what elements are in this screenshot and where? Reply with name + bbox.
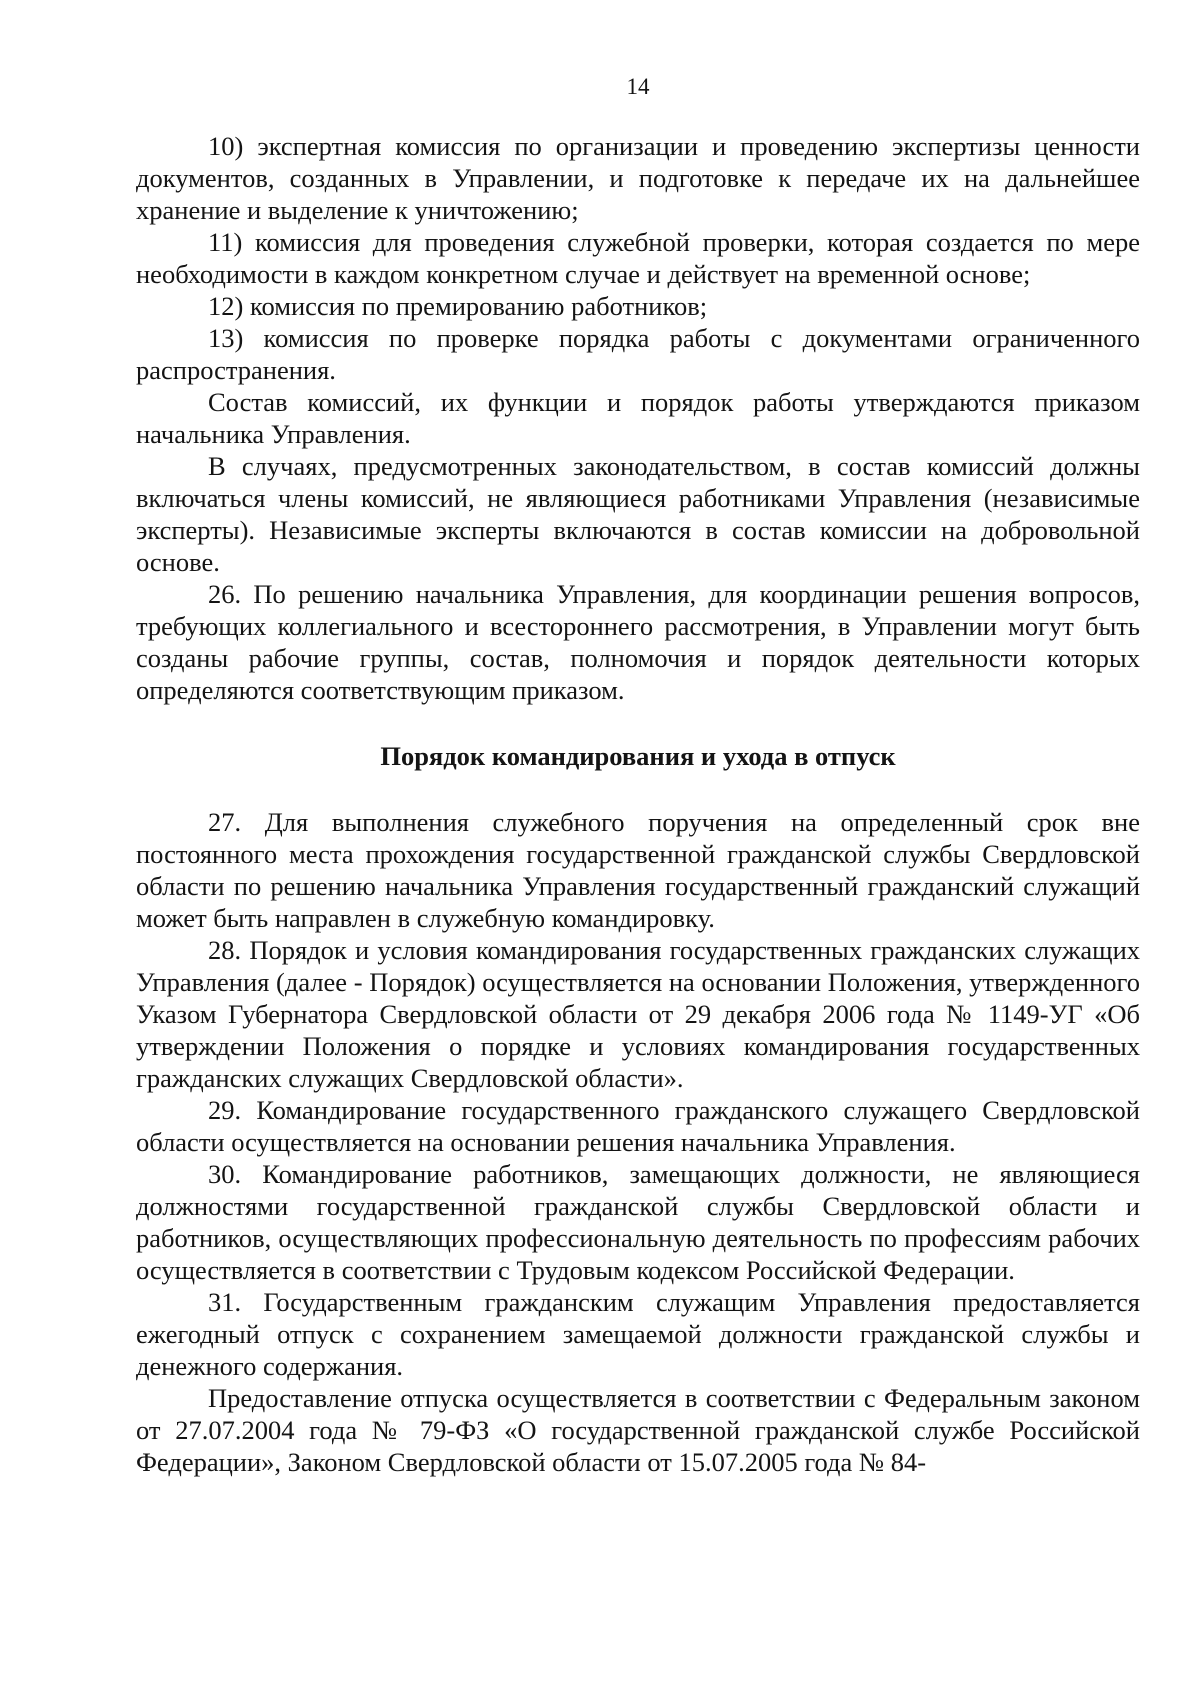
- paragraph-vacation-legal-basis: Предоставление отпуска осуществляется в соответствии с Федеральным законом от 27.07.2004 года № 79-ФЗ «О государственной гражданской службе Российской Федерации», Законом Свердловской области от 15.07.2005 года № 84-: [136, 1383, 1140, 1477]
- paragraph-item-13: 13) комиссия по проверке порядка работы с документами ограниченного распространения.: [136, 323, 1140, 385]
- paragraph-item-11: 11) комиссия для проведения служебной проверки, которая создается по мере необходимости в каждом конкретном случае и действует на временной основе;: [136, 227, 1140, 289]
- paragraph-28: 28. Порядок и условия командирования государственных гражданских служащих Управления (далее - Порядок) осуществляется на основании Положения, утвержденного Указом Губернатора Свердловской области от 29 декабря 2006 года № 1149-УГ «Об утверждении Положения о порядке и условиях командирования государственных гражданских служащих Свердловской области».: [136, 935, 1140, 1093]
- paragraph-27: 27. Для выполнения служебного поручения на определенный срок вне постоянного места прохождения государственной гражданской службы Свердловской области по решению начальника Управления государственный гражданский служащий может быть направлен в служебную командировку.: [136, 807, 1140, 933]
- paragraph-31: 31. Государственным гражданским служащим Управления предоставляется ежегодный отпуск с сохранением замещаемой должности гражданской службы и денежного содержания.: [136, 1287, 1140, 1381]
- paragraph-independent-experts: В случаях, предусмотренных законодательством, в состав комиссий должны включаться члены комиссий, не являющиеся работниками Управления (независимые эксперты). Независимые эксперты включаются в состав комиссии на добровольной основе.: [136, 451, 1140, 577]
- paragraph-commission-composition: Состав комиссий, их функции и порядок работы утверждаются приказом начальника Управления.: [136, 387, 1140, 449]
- page-number: 14: [626, 74, 650, 99]
- section-title: Порядок командирования и ухода в отпуск: [380, 741, 896, 771]
- paragraph-26: 26. По решению начальника Управления, для координации решения вопросов, требующих коллегиального и всестороннего рассмотрения, в Управлении могут быть созданы рабочие группы, состав, полномочия и порядок деятельности которых определяются соответствующим приказом.: [136, 579, 1140, 705]
- paragraph-29: 29. Командирование государственного гражданского служащего Свердловской области осуществляется на основании решения начальника Управления.: [136, 1095, 1140, 1157]
- paragraph-item-12: 12) комиссия по премированию работников;: [208, 291, 708, 321]
- business-trip-text-block: [136, 806, 1140, 1478]
- paragraph-30: 30. Командирование работников, замещающих должности, не являющиеся должностями государственной гражданской службы Свердловской области и работников, осуществляющих профессиональную деятельность по профессиям рабочих осуществляется в соответствии с Трудовым кодексом Российской Федерации.: [136, 1159, 1140, 1285]
- commissions-text-block: [136, 130, 1140, 706]
- paragraph-item-10: 10) экспертная комиссия по организации и проведению экспертизы ценности документов, созданных в Управлении, и подготовке к передаче их на дальнейшее хранение и выделение к уничтожению;: [136, 131, 1140, 225]
